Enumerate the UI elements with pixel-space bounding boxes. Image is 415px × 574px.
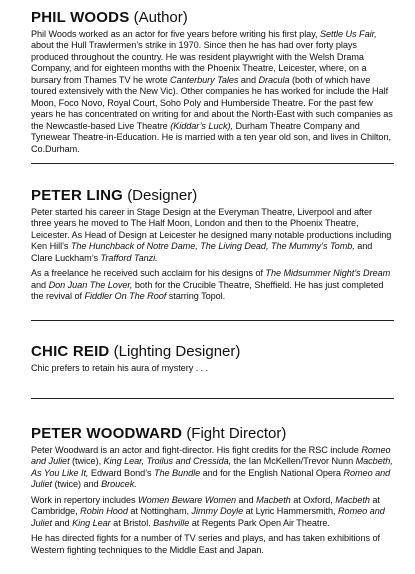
bio-peter-woodward [0, 425, 415, 560]
bio-heading [31, 187, 393, 205]
italic-title: Broucek. [101, 479, 137, 490]
text-run: and [31, 279, 49, 290]
text-run: about the Hull Trawlermen’s strike in 1970. Since then he has had over forty plays produced throughout the country. He was resident playwright with the Welsh Drama Company, and for eighteen months with the Phoenix Theatre, Leicester, where, on a bursary from Thames TV he wrote [31, 40, 367, 85]
section-divider [31, 398, 394, 399]
text-run: Peter started his career in Stage Design at the Everyman Theatre, Liverpool and after three years he moved to The Half Moon, London and then to the Phoenix Theatre, Leicester. As Head of Design at Leicester he designed many notable productions including Ken Hill’s [31, 207, 392, 252]
italic-title: Settle Us Fair, [320, 29, 377, 39]
italic-title: Macbeth [335, 494, 370, 505]
italic-title: The Hunchback of Notre Dame, The Living Dead, The Mummy’s Tomb, [70, 241, 355, 252]
text-run: both for the Crucible Theatre, Sheffield. He has just completed the revival of [31, 279, 384, 302]
person-name: CHIC REID [31, 343, 110, 360]
person-role: (Author) [133, 9, 188, 26]
text-run: the Ian McKellen/Trevor Nunn [231, 456, 356, 467]
person-name: PHIL WOODS [31, 9, 130, 26]
italic-title: Trafford Tanzi. [100, 252, 158, 263]
bio-phil-woods [0, 9, 415, 159]
section-divider [31, 320, 394, 321]
text-run: He has directed fights for a number of TV series and plays, and has taken exhibitions of Western fighting techniques to the Middle East and Japan. [31, 533, 380, 555]
section-divider [31, 163, 394, 164]
text-run: and [52, 517, 73, 528]
text-run: starring Topol. [166, 291, 226, 302]
italic-title: The Midsummer Night’s Dream [265, 268, 391, 279]
italic-title: Macbeth [256, 494, 291, 505]
text-run: at Cambridge, [31, 494, 380, 517]
italic-title: Don Juan The Lover, [48, 279, 133, 290]
text-run: at Oxford, [290, 494, 336, 505]
bio-heading [31, 425, 393, 443]
italic-title: King Lear [72, 517, 111, 528]
bio-paragraph [31, 533, 393, 556]
italic-title: Macbeth, As You Like It, [31, 456, 393, 478]
text-run: Durham Theatre Company and Tynewear Theatre-in-Education. He is married with a ten year old son, and lives in Chilton, Co.Durham. [31, 120, 391, 154]
italic-title: Bashville [153, 517, 190, 528]
italic-title: Romeo and Juliet [31, 506, 385, 528]
person-name: PETER WOODWARD [31, 425, 183, 442]
bio-heading [31, 343, 393, 361]
text-run: and [238, 74, 259, 85]
italic-title: Dracula [258, 74, 290, 85]
text-run: at Lyric Hammersmith, [243, 506, 339, 517]
text-run: Work in repertory includes [31, 494, 139, 505]
text-run: and Clare Luckham’s [31, 241, 373, 263]
text-run: As a freelance he received such acclaim for his designs of [31, 268, 266, 279]
text-run: (both of which have toured extensively with the New Vic). Other companies he has worked for include the Half Moon, Foco Novo, Royal Court, Soho Poly and Humberside Theatre. For the past few years he has concentrated on writing for and about the North-East with such companies as the Newcastle-based Live Theatre [31, 74, 393, 131]
italic-title: Jimmy Doyle [191, 506, 244, 517]
bio-paragraph [31, 363, 393, 374]
bio-paragraph [31, 445, 393, 491]
bio-paragraph [31, 268, 393, 302]
bio-heading [31, 9, 393, 27]
italic-title: Fiddler On The Roof [84, 291, 167, 302]
italic-title: Robin Hood [80, 506, 128, 517]
text-run: Chic prefers to retain his aura of mystery . . . [31, 363, 209, 373]
bio-paragraph [31, 495, 393, 529]
text-run: at Bristol. [110, 517, 154, 528]
bio-paragraph [31, 29, 393, 155]
text-run: (twice) and [52, 479, 102, 490]
text-run: and [236, 494, 257, 505]
text-run: (twice), [69, 456, 104, 467]
italic-title: Romeo and Juliet [31, 445, 391, 467]
text-run: and for the English National Opera [200, 467, 344, 478]
bio-chic-reid [0, 343, 415, 378]
italic-title: Women Beware Women [138, 494, 237, 505]
person-role: (Designer) [127, 187, 198, 204]
person-role: (Lighting Designer) [113, 343, 241, 360]
text-run: at Regents Park Open Air Theatre. [189, 517, 330, 528]
text-run: Peter Woodward is an actor and fight-director. His fight credits for the RSC include [31, 445, 362, 455]
italic-title: Romeo and Juliet [31, 467, 391, 490]
text-run: Phil Woods worked as an actor for five years before writing his first play, [31, 29, 320, 39]
text-run: at Nottingham, [127, 506, 192, 517]
italic-title: The Bundle [153, 467, 201, 478]
italic-title: King Lear, Troilus and Cressida, [103, 456, 232, 467]
bio-peter-ling [0, 187, 415, 307]
person-role: (Fight Director) [186, 425, 287, 442]
bio-paragraph [31, 207, 393, 264]
italic-title: Canterbury Tales [170, 74, 239, 85]
italic-title: (Kiddar’s Luck), [170, 120, 233, 131]
person-name: PETER LING [31, 187, 124, 204]
text-run: Edward Bond’s [88, 467, 154, 478]
